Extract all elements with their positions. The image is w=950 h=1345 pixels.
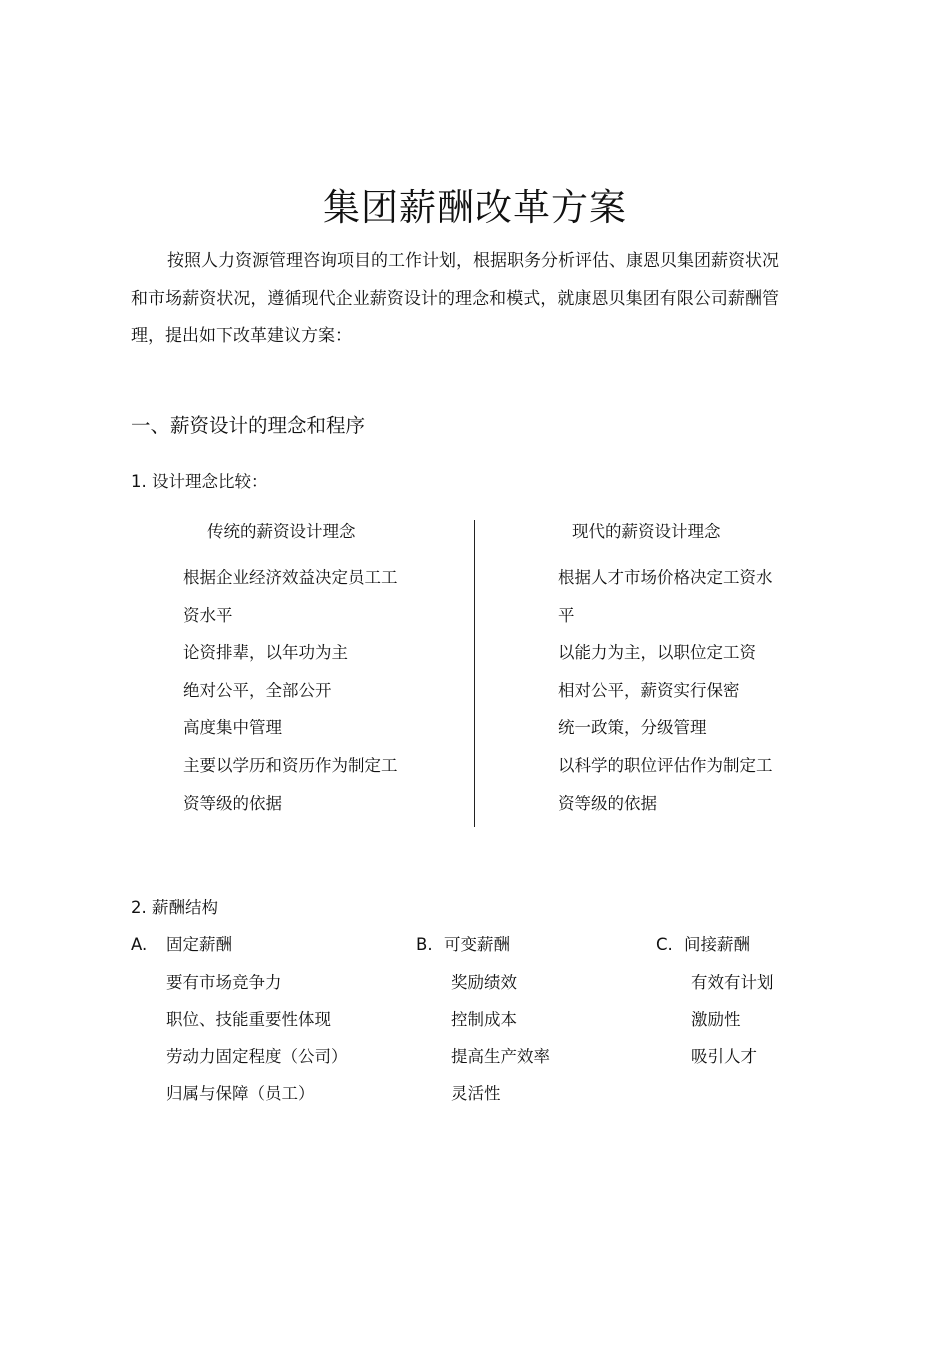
- list-item: 提高生产效率: [451, 1047, 550, 1067]
- fixed-pay-items: [131, 964, 348, 1113]
- list-item: 资等级的依据: [558, 793, 657, 813]
- list-item: 激励性: [691, 1009, 741, 1029]
- page-title: 集团薪酬改革方案: [323, 185, 627, 229]
- indirect-pay-column: [656, 926, 774, 1075]
- structure-heading: 2. 薪酬结构: [131, 898, 218, 917]
- list-item: 资水平: [183, 605, 233, 625]
- list-item: 以能力为主，以职位定工资: [558, 643, 756, 663]
- list-item: 要有市场竞争力: [166, 972, 282, 992]
- list-item: 根据企业经济效益决定员工工: [183, 568, 398, 587]
- indirect-pay-title: 间接薪酬: [684, 935, 750, 954]
- intro-paragraph: 按照人力资源管理咨询项目的工作计划，根据职务分析评估、康恩贝集团薪资状况和市场薪资状况，遵循现代企业薪资设计的理念和模式，就康恩贝集团有限公司薪酬管理，提出如下改革建议方案：: [131, 251, 779, 346]
- comparison-heading: 1. 设计理念比较：: [131, 472, 268, 491]
- list-item: 高度集中管理: [183, 718, 282, 738]
- list-item: 奖励绩效: [451, 972, 517, 992]
- list-item: 职位、技能重要性体现: [166, 1009, 331, 1029]
- variable-pay-items: [416, 964, 550, 1113]
- fixed-pay-column: [131, 926, 348, 1113]
- list-item: 吸引人才: [691, 1047, 757, 1067]
- variable-pay-title: 可变薪酬: [444, 935, 510, 954]
- list-item: 根据人才市场价格决定工资水: [558, 568, 773, 587]
- variable-pay-heading: [416, 926, 550, 964]
- list-item: 有效有计划: [691, 972, 774, 992]
- list-item: 归属与保障（员工）: [166, 1084, 315, 1104]
- section-heading: 一、薪资设计的理念和程序: [131, 414, 366, 437]
- list-item: 以科学的职位评估作为制定工: [558, 755, 773, 775]
- list-item: 统一政策，分级管理: [558, 718, 707, 738]
- column-divider: [474, 520, 475, 827]
- indirect-pay-items: [656, 964, 774, 1076]
- fixed-pay-heading: [131, 926, 348, 964]
- variable-pay-column: [416, 926, 550, 1113]
- modern-column-title: 现代的薪资设计理念: [572, 522, 721, 541]
- variable-pay-letter: B.: [416, 935, 433, 954]
- traditional-column-title: 传统的薪资设计理念: [207, 522, 356, 541]
- list-item: 资等级的依据: [183, 793, 282, 813]
- list-item: 论资排辈，以年功为主: [183, 643, 348, 663]
- list-item: 主要以学历和资历作为制定工: [183, 755, 398, 775]
- fixed-pay-letter: A.: [131, 935, 148, 954]
- traditional-items-list: [183, 559, 398, 822]
- list-item: 控制成本: [451, 1009, 517, 1029]
- list-item: 平: [558, 605, 575, 625]
- list-item: 绝对公平，全部公开: [183, 680, 332, 700]
- indirect-pay-letter: C.: [656, 935, 673, 954]
- indirect-pay-heading: [656, 926, 774, 964]
- modern-items-list: [558, 559, 773, 822]
- list-item: 相对公平，薪资实行保密: [558, 680, 740, 700]
- list-item: 劳动力固定程度（公司）: [166, 1047, 348, 1067]
- list-item: 灵活性: [451, 1084, 501, 1104]
- fixed-pay-title: 固定薪酬: [166, 935, 232, 954]
